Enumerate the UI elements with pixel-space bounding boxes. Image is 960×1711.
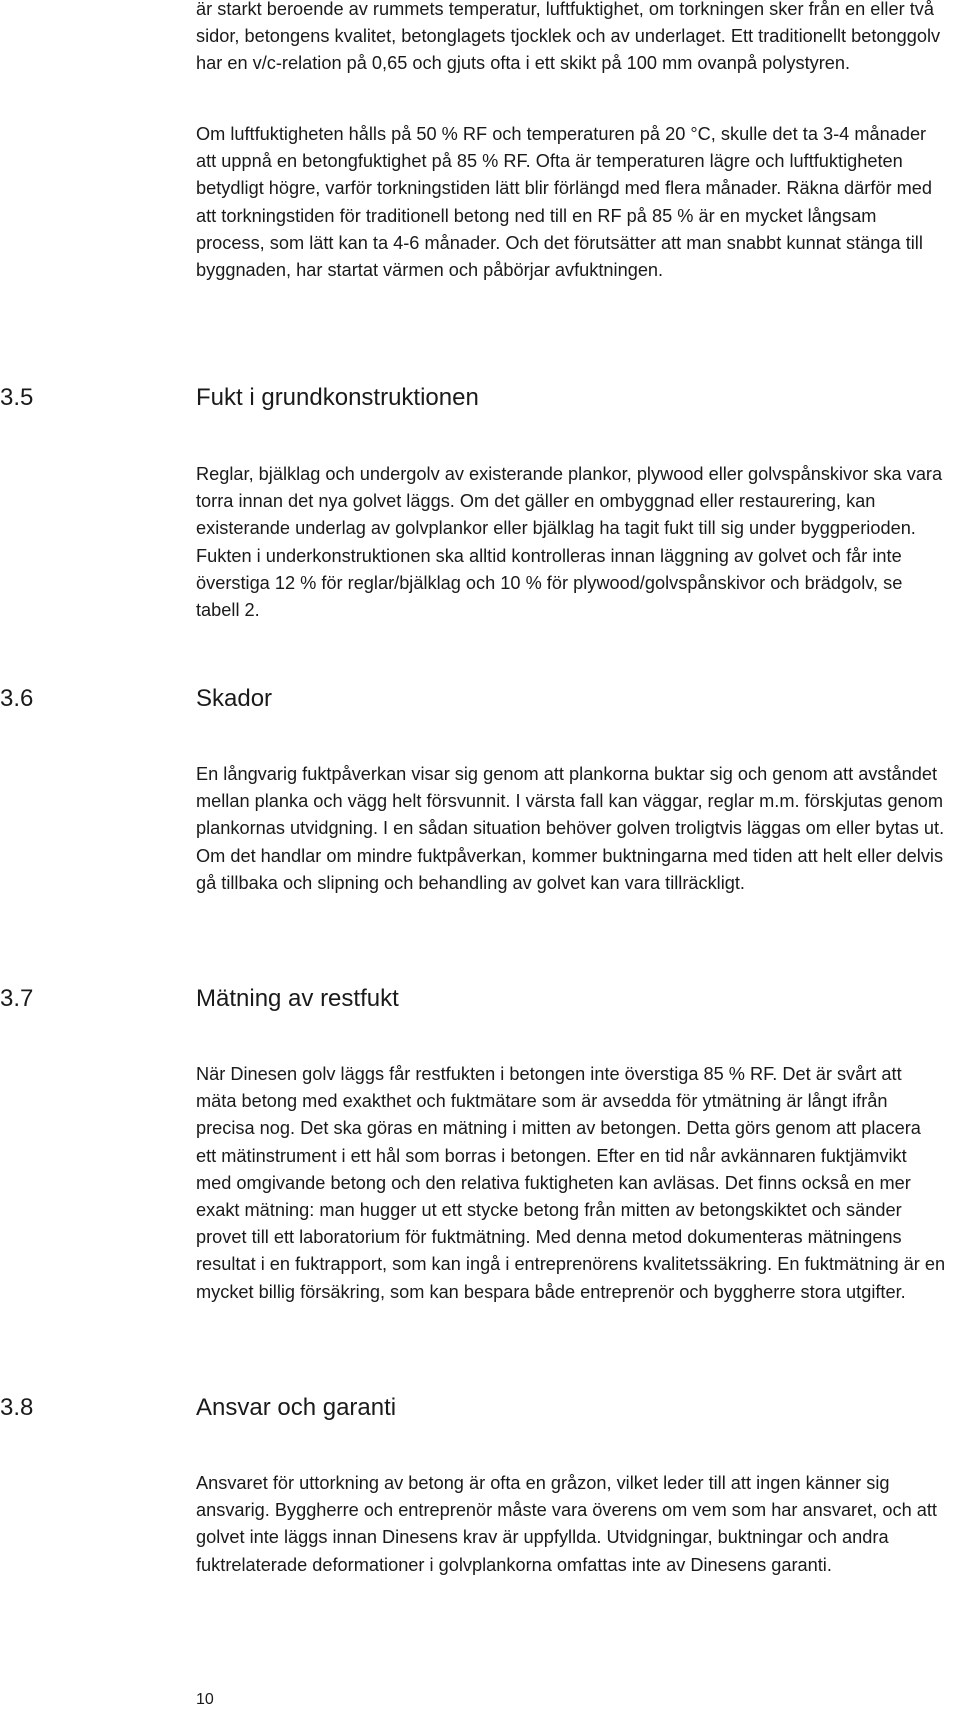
section-heading: Fukt i grundkonstruktionen bbox=[196, 384, 479, 411]
intro-paragraph-2: Om luftfuktigheten hålls på 50 % RF och temperaturen på 20 °C, skulle det ta 3-4 månader att uppnå en betongfuktighet på 85 % RF. Ofta är temperaturen lägre och luftfuktigheten betydligt högre, varför torkningstiden lätt blir förlängd med flera månader. Räkna därför med att torkningstiden för traditionell betong ned till en RF på 85 % är en mycket långsam process, som lätt kan ta 4-6 månader. Och det förutsätter att man snabbt kunnat stänga till byggnaden, har startat värmen och påbörjar avfuktningen. bbox=[196, 124, 932, 281]
section-number: 3.6 bbox=[0, 685, 34, 712]
intro-paragraph-1: är starkt beroende av rummets temperatur, luftfuktighet, om torkningen sker från en eller två sidor, betongens kvalitet, betonglagets tjocklek och av underlaget. Ett traditionellt betonggolv har en v/c-relation på 0,65 och gjuts ofta i ett skikt på 100 mm ovanpå polystyren. bbox=[196, 0, 941, 74]
section-number: 3.7 bbox=[0, 985, 34, 1012]
section-heading: Ansvar och garanti bbox=[196, 1394, 397, 1421]
section-number: 3.8 bbox=[0, 1394, 34, 1421]
section-number: 3.5 bbox=[0, 384, 34, 411]
section-body: Ansvaret för uttorkning av betong är ofta en gråzon, vilket leder till att ingen känner sig ansvarig. Byggherre och entreprenör måste vara överens om vem som har ansvaret, och att golvet inte läggs innan Dinesens krav är uppfyllda. Utvidgningar, buktningar och andra fuktrelaterade deformationer i golvplankorna omfattas inte av Dinesens garanti. bbox=[196, 1473, 937, 1575]
section-heading: Mätning av restfukt bbox=[196, 985, 399, 1012]
section-body: En långvarig fuktpåverkan visar sig genom att plankorna buktar sig och genom att avståndet mellan planka och vägg helt försvunnit. I värsta fall kan väggar, reglar m.m. förskjutas genom plankornas utvidgning. I en sådan situation behöver golven troligtvis läggas om eller bytas ut. Om det handlar om mindre fuktpåverkan, kommer buktningarna med tiden att helt eller delvis gå tillbaka och slipning och behandling av golvet kan vara tillräckligt. bbox=[196, 764, 945, 893]
section-body: När Dinesen golv läggs får restfukten i betongen inte överstiga 85 % RF. Det är svårt att mäta betong med exakthet och fuktmätare som är avsedda för ytmätning är långt ifrån precisa nog. Det ska göras en mätning i mitten av betongen. Detta görs genom att placera ett mätinstrument i ett hål som borras i betongen. Efter en tid når avkännaren fuktjämvikt med omgivande betong och den relativa fuktigheten kan avläsas. Det finns också en mer exakt mätning: man hugger ut ett stycke betong från mitten av betongskiktet och sänder provet till ett laboratorium för fuktmätning. Med denna metod dokumenteras mätningens resultat i en fuktrapport, som kan ingå i entreprenörens kvalitetssäkring. En fuktmätning är en mycket billig försäkring, som kan bespara både entreprenör och byggherre stora utgifter. bbox=[196, 1064, 946, 1302]
section-body: Reglar, bjälklag och undergolv av existerande plankor, plywood eller golvspånskivor ska vara torra innan det nya golvet läggs. Om det gäller en ombyggnad eller restaurering, kan existerande underlag av golvplankor eller bjälklag ha tagit fukt till sig under byggperioden. Fukten i underkonstruktionen ska alltid kontrolleras innan läggning av golvet och får inte överstiga 12 % för reglar/bjälklag och 10 % för plywood/golvspånskivor och brädgolv, se tabell 2. bbox=[196, 464, 943, 621]
page-number: 10 bbox=[196, 1691, 214, 1708]
section-heading: Skador bbox=[196, 685, 273, 712]
